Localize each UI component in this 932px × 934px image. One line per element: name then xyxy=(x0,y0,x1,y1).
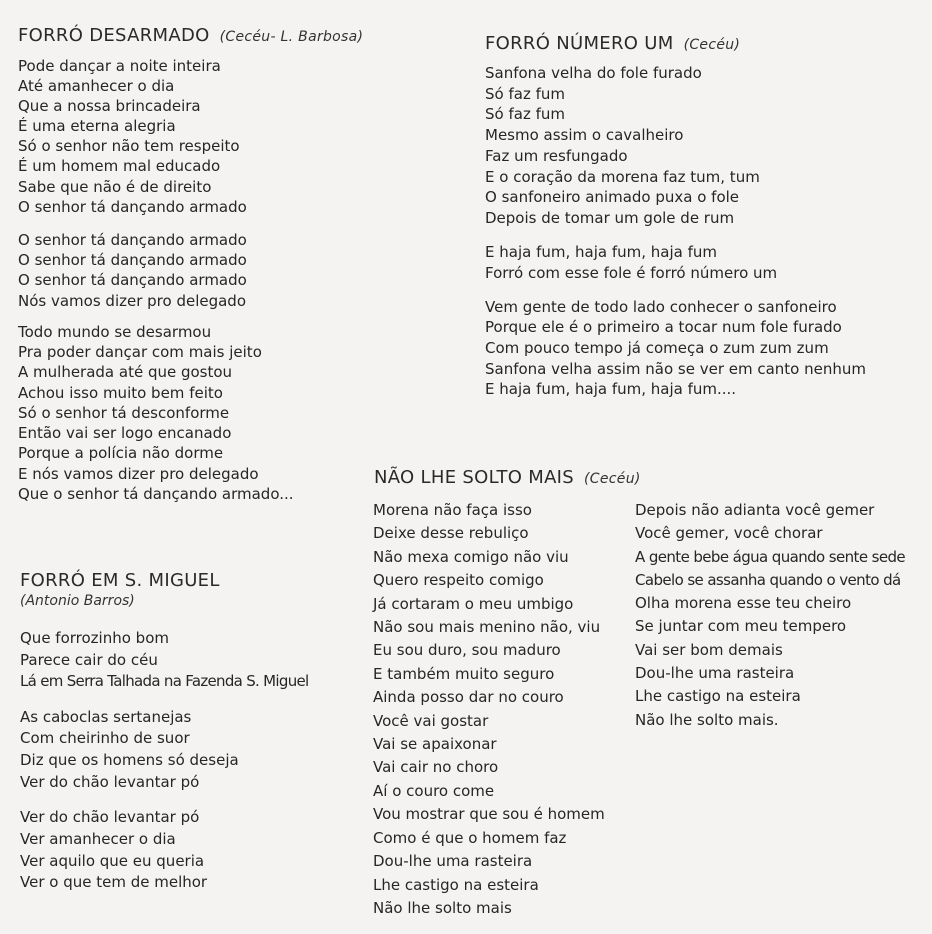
lyric-line: Ver do chão levantar pó xyxy=(20,772,200,791)
lyric-line: E haja fum, haja fum, haja fum xyxy=(485,242,717,261)
song-author: (Cecéu- L. Barbosa) xyxy=(219,29,364,45)
lyric-line: Depois de tomar um gole de rum xyxy=(485,208,735,227)
lyrics-column-left xyxy=(373,499,628,920)
lyric-line: E haja fum, haja fum, haja fum.... xyxy=(485,380,737,399)
song-nao-lhe-solto-mais xyxy=(374,467,924,488)
lyric-line: Ainda posso dar no couro xyxy=(373,688,564,707)
lyric-line: Lhe castigo na esteira xyxy=(635,687,801,706)
song-forro-numero-um xyxy=(485,33,925,400)
lyric-line: Sabe que não é de direito xyxy=(18,177,212,196)
lyric-line: Pra poder dançar com mais jeito xyxy=(18,343,262,362)
lyric-line: Sanfona velha assim não se ver em canto nenhum xyxy=(485,359,866,378)
song-lyrics xyxy=(20,628,360,894)
song-title-heading xyxy=(485,33,925,54)
lyric-line: Deixe desse rebuliço xyxy=(373,524,529,543)
lyric-line: Morena não faça isso xyxy=(373,501,532,519)
stanza xyxy=(485,63,925,229)
song-title: FORRÓ EM S. MIGUEL xyxy=(20,570,220,591)
lyric-line: Cabelo se assanha quando o vento dá xyxy=(635,570,901,589)
song-author: (Cecéu) xyxy=(683,37,741,53)
stanza xyxy=(18,56,438,217)
lyric-line: Faz um resfungado xyxy=(485,146,628,165)
lyric-line: Não sou mais menino não, viu xyxy=(373,618,601,637)
stanza xyxy=(18,230,438,311)
lyric-line: Achou isso muito bem feito xyxy=(18,383,223,402)
lyric-line: O senhor tá dançando armado xyxy=(18,271,247,290)
lyric-line: Vou mostrar que sou é homem xyxy=(373,805,605,824)
song-title-heading xyxy=(18,25,438,46)
lyric-line: Dou-lhe uma rasteira xyxy=(373,852,533,871)
lyric-line: Aí o couro come xyxy=(373,781,495,800)
lyric-line: As caboclas sertanejas xyxy=(20,707,192,726)
stanza xyxy=(485,297,925,401)
lyric-line: Ver amanhecer o dia xyxy=(20,830,176,849)
song-title: NÃO LHE SOLTO MAIS xyxy=(374,467,575,488)
lyric-line: Que a nossa brincadeira xyxy=(18,97,201,116)
lyric-line: Lhe castigo na esteira xyxy=(373,875,539,894)
lyric-line: Como é que o homem faz xyxy=(373,828,567,847)
lyric-line: Todo mundo se desarmou xyxy=(18,322,212,341)
lyric-line: Olha morena esse teu cheiro xyxy=(635,594,852,613)
lyric-line: Vai cair no choro xyxy=(373,758,499,777)
lyric-line: Eu sou duro, sou maduro xyxy=(373,641,561,660)
lyric-line: O senhor tá dançando armado xyxy=(18,197,247,216)
lyric-line: Dou-lhe uma rasteira xyxy=(635,664,795,683)
lyric-line: A gente bebe água quando sente sede xyxy=(635,547,906,566)
song-lyrics xyxy=(18,56,438,504)
lyric-line: Ver o que tem de melhor xyxy=(20,873,208,892)
lyric-line: Ver aquilo que eu queria xyxy=(20,851,205,870)
lyric-line: Só o senhor tá desconforme xyxy=(18,403,230,422)
lyric-line: Só faz fum xyxy=(485,84,565,103)
lyric-line: É uma eterna alegria xyxy=(18,117,176,136)
song-lyrics xyxy=(485,63,925,400)
song-forro-desarmado xyxy=(18,25,438,504)
song-author: (Cecéu) xyxy=(584,471,641,487)
song-author: (Antonio Barros) xyxy=(20,593,135,609)
lyric-line: Não mexa comigo não viu xyxy=(373,547,569,566)
lyric-line: E o coração da morena faz tum, tum xyxy=(485,167,760,186)
lyric-line: Não lhe solto mais xyxy=(373,898,512,917)
lyric-line: Porque ele é o primeiro a tocar num fole furado xyxy=(485,318,842,337)
song-title: FORRÓ NÚMERO UM xyxy=(485,33,674,54)
lyric-line: Que forrozinho bom xyxy=(20,629,169,647)
lyric-line: Sanfona velha do fole furado xyxy=(485,64,702,82)
song-title: FORRÓ DESARMADO xyxy=(18,25,210,46)
lyric-line: A mulherada até que gostou xyxy=(18,363,233,382)
lyric-line: Com pouco tempo já começa o zum zum zum xyxy=(485,339,829,358)
stanza xyxy=(20,628,360,693)
lyric-line: Até amanhecer o dia xyxy=(18,77,175,96)
lyric-line: E também muito seguro xyxy=(373,664,555,683)
lyric-line: Você gemer, você chorar xyxy=(635,524,823,543)
lyric-line: Você vai gostar xyxy=(373,711,489,730)
lyric-line: Ver do chão levantar pó xyxy=(20,808,200,827)
lyric-line: Porque a polícia não dorme xyxy=(18,444,224,463)
song-title-heading xyxy=(374,467,924,488)
lyric-line: Diz que os homens só deseja xyxy=(20,750,239,769)
lyric-line: Vem gente de todo lado conhecer o sanfoneiro xyxy=(485,297,837,316)
lyric-line: O senhor tá dançando armado xyxy=(18,230,247,249)
lyric-line: Vai ser bom demais xyxy=(635,640,783,659)
lyric-line: Não lhe solto mais. xyxy=(635,710,779,729)
lyric-line: Com cheirinho de suor xyxy=(20,729,190,748)
stanza xyxy=(20,707,360,794)
lyric-line: É um homem mal educado xyxy=(18,157,221,176)
lyric-line: E nós vamos dizer pro delegado xyxy=(18,464,259,483)
lyric-line: O sanfoneiro animado puxa o fole xyxy=(485,188,740,207)
lyric-line: Só faz fum xyxy=(485,105,565,124)
lyric-line: Que o senhor tá dançando armado... xyxy=(18,484,294,503)
lyric-line: Já cortaram o meu umbigo xyxy=(373,594,574,613)
song-forro-em-s-miguel xyxy=(20,570,360,894)
lyric-line: Parece cair do céu xyxy=(20,650,158,669)
lyric-line: O senhor tá dançando armado xyxy=(18,251,247,270)
lyric-line: Então vai ser logo encanado xyxy=(18,424,232,443)
lyric-line: Quero respeito comigo xyxy=(373,571,544,590)
lyric-line: Depois não adianta você gemer xyxy=(635,501,875,519)
stanza xyxy=(20,807,360,894)
lyrics-column-right xyxy=(635,499,930,732)
lyric-line: Nós vamos dizer pro delegado xyxy=(18,291,247,310)
lyric-line: Mesmo assim o cavalheiro xyxy=(485,126,684,145)
lyric-line: Se juntar com meu tempero xyxy=(635,617,847,636)
lyric-line: Pode dançar a noite inteira xyxy=(18,57,221,75)
lyric-line: Forró com esse fole é forró número um xyxy=(485,263,778,282)
lyric-line: Vai se apaixonar xyxy=(373,735,497,754)
lyric-line: Só o senhor não tem respeito xyxy=(18,137,240,156)
stanza xyxy=(485,242,925,284)
lyric-line: Lá em Serra Talhada na Fazenda S. Miguel xyxy=(20,672,309,690)
